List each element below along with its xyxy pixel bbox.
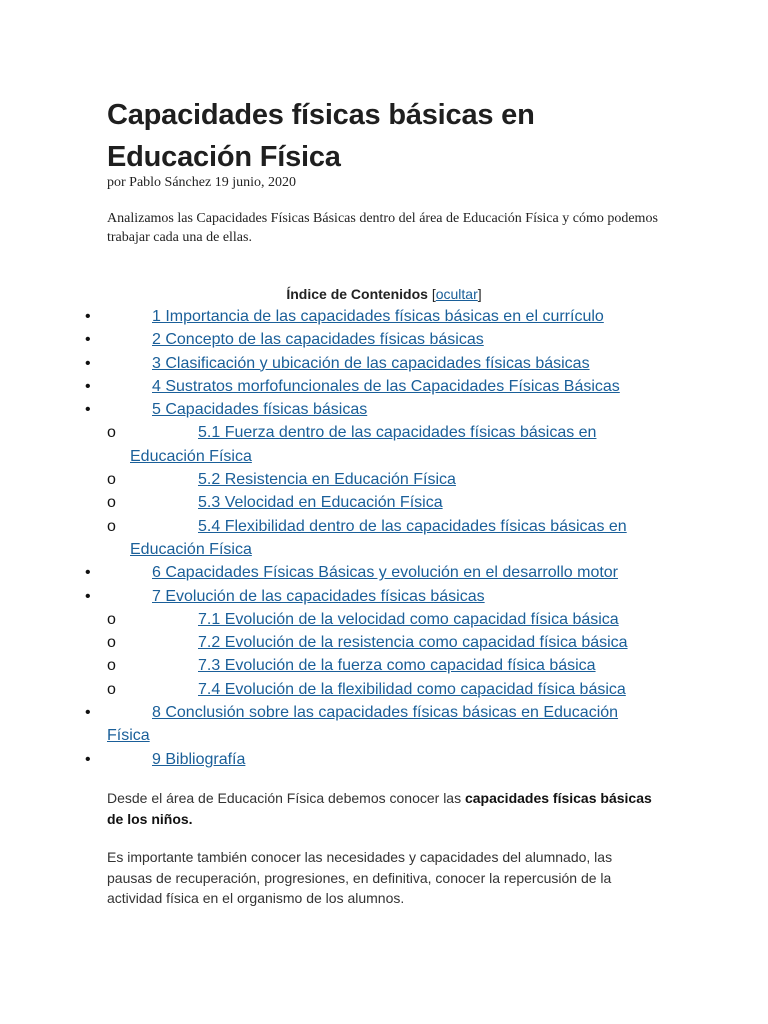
toc-hide-link[interactable]: ocultar bbox=[435, 286, 478, 302]
bullet-marker: • bbox=[85, 587, 91, 605]
circle-marker: o bbox=[107, 494, 116, 512]
toc-subitem bbox=[0, 678, 660, 701]
toc-link[interactable]: 7.4 Evolución de la flexibilidad como capacidad física básica bbox=[198, 680, 626, 698]
toc-subitem bbox=[0, 468, 660, 491]
circle-marker: o bbox=[107, 680, 116, 698]
toc-item bbox=[0, 305, 655, 328]
toc-item bbox=[0, 398, 655, 421]
toc-link[interactable]: 8 Conclusión sobre las capacidades físicas básicas en Educación Física bbox=[107, 704, 619, 745]
toc-subitem bbox=[0, 421, 660, 468]
circle-marker: o bbox=[107, 517, 116, 535]
toc-hide-bracket-close: ] bbox=[477, 286, 482, 302]
toc-link[interactable]: 7.1 Evolución de la velocidad como capacidad física básica bbox=[198, 610, 619, 628]
bullet-marker: • bbox=[85, 750, 91, 768]
toc-link[interactable]: 5.4 Flexibilidad dentro de las capacidades físicas básicas en Educación Física bbox=[130, 517, 627, 558]
circle-marker: o bbox=[107, 424, 116, 442]
toc-link[interactable]: 7 Evolución de las capacidades físicas básicas bbox=[152, 587, 485, 605]
bullet-marker: • bbox=[85, 401, 91, 419]
toc-item bbox=[0, 328, 655, 351]
toc-link[interactable]: 5.1 Fuerza dentro de las capacidades físicas básicas en Educación Física bbox=[130, 424, 597, 465]
toc-link[interactable]: 7.2 Evolución de la resistencia como capacidad física básica bbox=[198, 634, 628, 652]
table-of-contents bbox=[0, 305, 768, 771]
circle-marker: o bbox=[107, 610, 116, 628]
article-byline: por Pablo Sánchez 19 junio, 2020 bbox=[107, 175, 296, 190]
toc-link[interactable]: 7.3 Evolución de la fuerza como capacidad física básica bbox=[198, 657, 596, 675]
toc-link[interactable]: 1 Importancia de las capacidades físicas básicas en el currículo bbox=[152, 308, 604, 325]
circle-marker: o bbox=[107, 634, 116, 652]
toc-subitem bbox=[0, 631, 660, 654]
bullet-marker: • bbox=[85, 308, 91, 325]
bullet-marker: • bbox=[85, 331, 91, 349]
paragraph-bold-text: capacidades físicas básicas de los niños. bbox=[107, 790, 652, 827]
toc-subitem bbox=[0, 515, 660, 562]
toc-subitem bbox=[0, 491, 660, 514]
body-paragraph bbox=[107, 788, 655, 829]
toc-item bbox=[0, 748, 655, 771]
toc-subitem bbox=[0, 608, 660, 631]
toc-item bbox=[0, 352, 655, 375]
toc-heading bbox=[0, 285, 768, 303]
bullet-marker: • bbox=[85, 354, 91, 372]
body-paragraph: Es importante también conocer las necesidades y capacidades del alumnado, las pausas de recuperación, progresiones, en definitiva, conocer la repercusión de la actividad física en el organismo de los alumnos. bbox=[107, 849, 613, 906]
bullet-marker: • bbox=[85, 704, 91, 722]
bullet-marker: • bbox=[85, 564, 91, 582]
circle-marker: o bbox=[107, 657, 116, 675]
toc-link[interactable]: 4 Sustratos morfofuncionales de las Capacidades Físicas Básicas bbox=[152, 377, 620, 395]
toc-item bbox=[0, 375, 655, 398]
toc-link[interactable]: 3 Clasificación y ubicación de las capacidades físicas básicas bbox=[152, 354, 590, 372]
toc-hide-bracket-open: [ bbox=[431, 286, 436, 302]
toc-link[interactable]: 6 Capacidades Físicas Básicas y evolución en el desarrollo motor bbox=[152, 564, 619, 582]
toc-title: Índice de Contenidos bbox=[286, 286, 428, 302]
article-intro: Analizamos las Capacidades Físicas Básicas dentro del área de Educación Física y cómo podemos trabajar cada una de ellas. bbox=[107, 211, 658, 245]
toc-item bbox=[0, 701, 655, 748]
toc-item bbox=[0, 585, 655, 608]
toc-subitem bbox=[0, 654, 660, 677]
circle-marker: o bbox=[107, 471, 116, 489]
toc-link[interactable]: 5 Capacidades físicas básicas bbox=[152, 401, 368, 419]
paragraph-text: Desde el área de Educación Física debemos conocer las bbox=[107, 790, 465, 806]
toc-link[interactable]: 5.3 Velocidad en Educación Física bbox=[198, 494, 443, 512]
toc-link[interactable]: 5.2 Resistencia en Educación Física bbox=[198, 471, 456, 489]
toc-link[interactable]: 9 Bibliografía bbox=[152, 750, 246, 768]
toc-item bbox=[0, 561, 655, 584]
toc-link[interactable]: 2 Concepto de las capacidades físicas básicas bbox=[152, 331, 484, 349]
bullet-marker: • bbox=[85, 377, 91, 395]
page-title: Capacidades físicas básicas en Educación Física bbox=[107, 99, 535, 173]
